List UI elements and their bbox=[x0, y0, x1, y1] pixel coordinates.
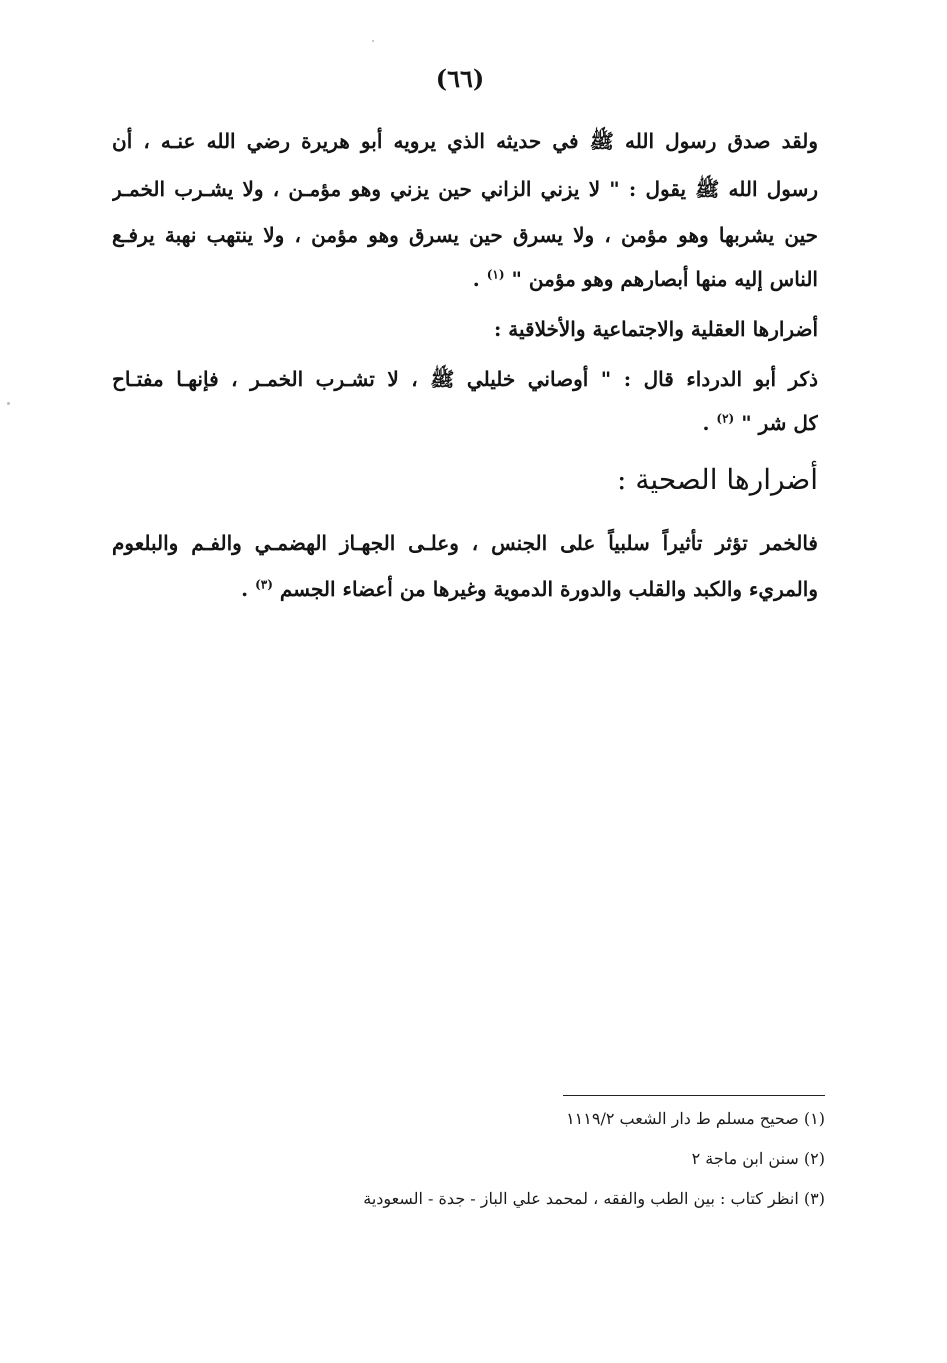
scan-speck bbox=[372, 40, 374, 42]
paragraph-2-last-text: كل شر " bbox=[741, 411, 818, 435]
paragraph-2-line-1: ذكر أبو الدرداء قال : " أوصاني خليلي ﷺ ، لا تشـرب الخمـر ، فإنهـا مفتـاح bbox=[112, 367, 818, 391]
footnote-2: (٢) سنن ابن ماجة ٢ bbox=[691, 1149, 825, 1168]
footnote-ref-3: (٣) bbox=[255, 577, 273, 592]
paragraph-1-last-text: الناس إليه منها أبصارهم وهو مؤمن " bbox=[511, 267, 818, 291]
paragraph-3-line-1: فالخمر تؤثر تأثيراً سلبياً على الجنس ، وعلـى الجهـاز الهضمـي والفـم والبلعوم bbox=[112, 531, 818, 555]
paragraph-2-line-2 bbox=[112, 406, 818, 440]
footnote-separator bbox=[563, 1095, 825, 1096]
paragraph-1-line-1: ولقد صدق رسول الله ﷺ في حديثه الذي يرويه أبو هريرة رضي الله عنـه ، أن bbox=[112, 129, 818, 153]
scan-speck bbox=[7, 402, 10, 405]
page-number: (٦٦) bbox=[435, 64, 485, 93]
paragraph-1-line-2: رسول الله ﷺ يقول : " لا يزني الزاني حين يزني وهو مؤمـن ، ولا يشـرب الخمـر bbox=[112, 177, 818, 201]
paragraph-3-last-text: والمريء والكبد والقلب والدورة الدموية وغيرها من أعضاء الجسم bbox=[279, 577, 818, 601]
section-heading: أضرارها الصحية : bbox=[617, 463, 818, 496]
paragraph-3-end: . bbox=[241, 577, 249, 601]
paragraph-1-end: . bbox=[472, 267, 480, 291]
paragraph-1-line-4 bbox=[112, 262, 818, 296]
subheading: أضرارها العقلية والاجتماعية والأخلاقية : bbox=[493, 317, 818, 341]
footnote-ref-2: (٢) bbox=[716, 411, 735, 426]
footnote-3: (٣) انظر كتاب : بين الطب والفقه ، لمحمد علي الباز - جدة - السعودية bbox=[363, 1189, 825, 1208]
paragraph-1-line-3: حين يشربها وهو مؤمن ، ولا يسرق حين يسرق وهو مؤمن ، ولا ينتهب نهبة يرفـع bbox=[112, 223, 818, 247]
footnote-ref-1: (١) bbox=[486, 267, 505, 282]
paragraph-3-line-2 bbox=[112, 572, 818, 606]
paragraph-2-end: . bbox=[702, 411, 710, 435]
footnote-1: (١) صحيح مسلم ط دار الشعب ١١١٩/٢ bbox=[566, 1109, 825, 1128]
